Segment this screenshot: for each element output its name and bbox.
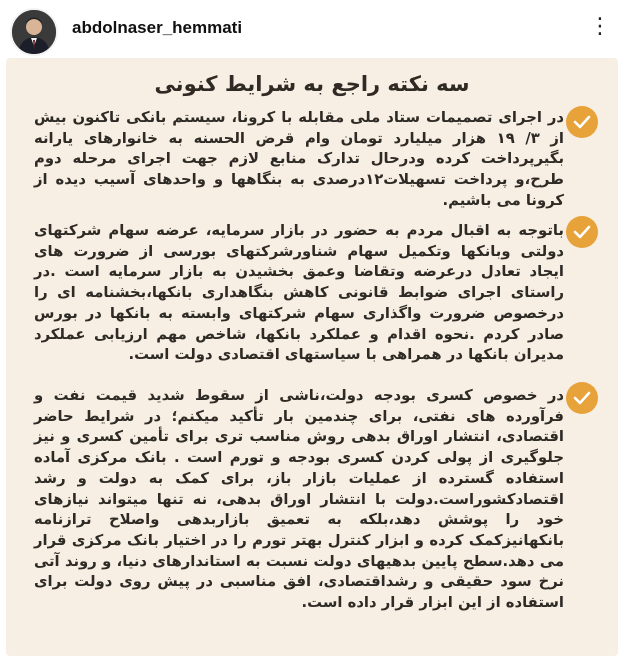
profile-photo <box>12 10 56 54</box>
list-item <box>34 386 564 614</box>
item-text: باتوجه به اقبال مردم به حضور در بازار سرمایه، عرضه سهام شرکتهای دولتی وبانکها وتکمیل سهام شناورشرکتهای بورسی از ضرورت های ایجاد تعادل درعرضه وتقاضا وعمق بخشیدن به بازار سرمایه است .در راستای اجرای ضوابط قانونی کاهش بنگاهداری بانکها،بخشنامه ای را درخصوص ضرورت واگذاری سهام شرکتهای وابسته به بانکها در بورس صادر کردم .نحوه اقدام و عملکرد بانکها، شاخص مهم ارزیابی عملکرد مدیران بانکها در همراهی با سیاستهای اقتصادی دولت است. <box>34 222 564 364</box>
check-circle-icon <box>566 216 598 248</box>
item-text: در خصوص کسری بودجه دولت،ناشی از سقوط شدید قیمت نفت و فرآورده های نفتی، برای چندمین بار تأکید میکنم؛ در شرایط حاضر اقتصادی، انتشار اوراق بدهی روش مناسب تری برای تأمین کسری و نیز جلوگیری از پولی کردن کسری بودجه و تورم است . بانک مرکزی آماده استفاده گسترده از عملیات بازار باز، برای کمک به دولت و رشد اقتصادکشوراست.دولت با انتشار اوراق بدهی، نه تنها میتواند نیازهای خود را پوشش دهد،بلکه به تعمیق بازاربدهی واصلاح ترازنامه بانکهانیزکمک کرده و ابزار کنترل بهتر تورم را در اختیار بانک مرکزی قرار می دهد.سطح پایین بدهیهای دولت نسبت به استاندارهای دنیا، و روند آتی نرخ سود حقیقی و رشداقتصادی، افق مناسبی در پیش روی دولت برای استفاده از این ابزار قرار داده است. <box>34 387 564 612</box>
check-circle-icon <box>566 382 598 414</box>
post-header <box>0 0 624 58</box>
username[interactable]: abdolnaser_hemmati <box>72 18 243 37</box>
list-item <box>34 108 564 212</box>
check-circle-icon <box>566 106 598 138</box>
post-image <box>6 58 618 656</box>
list-item <box>34 221 564 366</box>
post-title: سه نکته راجع به شرایط کنونی <box>154 72 470 96</box>
more-options-icon[interactable]: ⋮ <box>589 14 612 39</box>
item-text: در اجرای تصمیمات ستاد ملی مقابله با کرونا، سیستم بانکی تاکنون بیش از ۳/ ۱۹ هزار میلیارد تومان وام قرض الحسنه به خانوارهای یارانه بگیرپرداخت کرده ودرحال تدارک منابع لازم جهت اجرای مرحله دوم طرح،و پرداخت تسهیلات۱۲درصدی به بنگاهها و واحدهای آسیب دیده از کرونا می باشیم. <box>34 109 565 209</box>
avatar[interactable] <box>10 8 58 56</box>
